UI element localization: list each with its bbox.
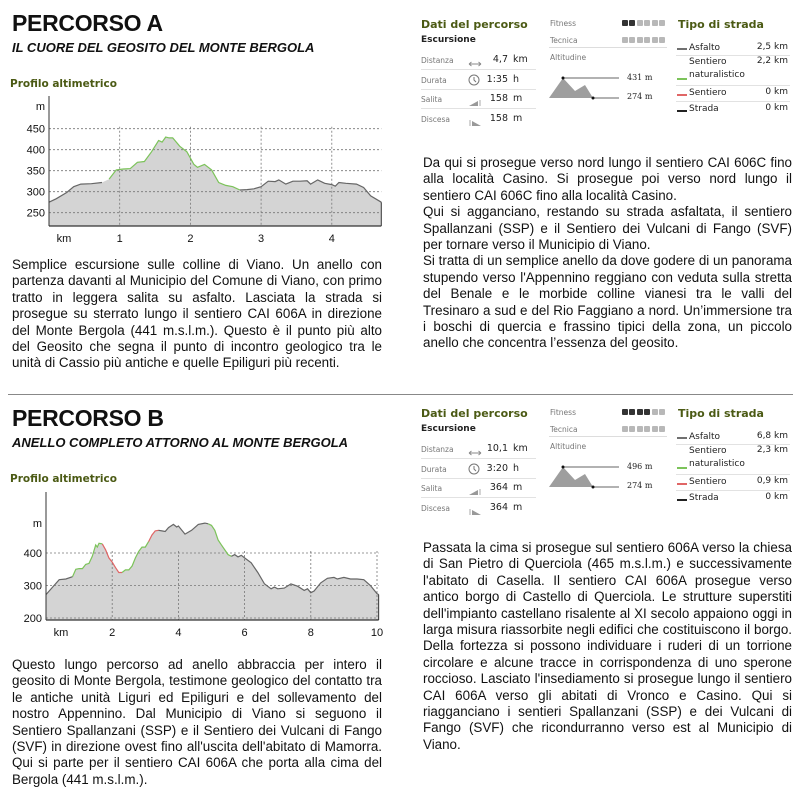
- stat-label: Durata: [421, 464, 447, 474]
- road-type-value: 6,8 km: [756, 431, 788, 441]
- road-type-label: Strada: [689, 104, 719, 114]
- tecnica-rating: [620, 426, 665, 432]
- stat-value: 10,1: [486, 443, 508, 454]
- mountain-shape: [549, 467, 593, 487]
- x-tick-label: 2: [109, 627, 116, 639]
- elevation-chart: [0, 95, 400, 245]
- y-tick-label: 250: [26, 207, 45, 220]
- stats-title: Dati del percorso: [421, 18, 528, 31]
- road-type-value: 2,5 km: [756, 42, 788, 52]
- max-alt-marker: [562, 466, 565, 469]
- road-type-panel: [676, 407, 790, 512]
- route-type: Escursione: [421, 424, 476, 434]
- road-type-swatch: [677, 78, 687, 80]
- max-altitude: 431 m: [627, 73, 653, 82]
- rating-dot: [637, 426, 643, 432]
- y-tick-label: 350: [26, 165, 45, 178]
- stat-label: Distanza: [421, 56, 454, 65]
- rating-dot: [644, 426, 650, 432]
- road-type-value: 0 km: [765, 87, 788, 97]
- x-tick-label: 6: [241, 627, 248, 639]
- x-tick-label: 3: [258, 233, 265, 245]
- road-type-title: Tipo di strada: [678, 18, 764, 31]
- road-type-value: 0 km: [765, 103, 788, 113]
- rating-dot: [622, 37, 628, 43]
- altitude-label: Altitudine: [550, 442, 587, 451]
- stat-unit: km: [513, 443, 528, 454]
- road-type-swatch: [677, 437, 687, 439]
- paragraph: Passata la cima si prosegue sul sentiero 606A verso la chiesa di San Pietro di Querciola (465 m.s.l.m.) e successivamente l'abitato di Casella. Il sentiero CAI 606A prosegue verso antico borgo di Castello di Querciola. Le strutture superstiti dell'impianto castellano risalente al XI secolo appaiono oggi in larga misura riassorbite negli edifici che costituiscono il borgo. Della fortezza si possono individuare i ruderi di un torrione circolare e alcune tracce in corrispondenza di uno sperone roccioso. Lasciato l'insediamento si prosegue lungo il sentiero CAI 606A verso gli abitati di Vronco e Casino. Qui si riagganciano i sentieri Spallanzani (SSP) e dei Vulcani di Fango (SVF) che ricondurranno verso est al Municipio di Viano.: [423, 540, 792, 752]
- rating-dot: [622, 20, 628, 26]
- rating-dot: [622, 426, 628, 432]
- stat-unit: m: [513, 482, 523, 493]
- stat-row-durata: [421, 460, 536, 479]
- road-type-swatch: [677, 499, 687, 501]
- altitude-diagram: [549, 69, 624, 103]
- stat-label: Salita: [421, 484, 443, 493]
- x-tick-label: 10: [370, 627, 384, 639]
- road-type-row: [676, 491, 790, 507]
- road-type-label: Asfalto: [689, 43, 721, 53]
- stat-row-discesa: [421, 110, 536, 129]
- road-type-swatch: [677, 110, 687, 112]
- rating-dot: [644, 409, 650, 415]
- rating-dot: [652, 37, 658, 43]
- description-right: [423, 155, 792, 352]
- rating-dot: [644, 37, 650, 43]
- x-tick-label: 1: [116, 233, 123, 245]
- paragraph: Si tratta di un semplice anello da dove godere di un panorama stupendo verso l'Appennino reggiano con veduta sulla stretta del Benale e le morbide colline vianesi tra le valli del Tresinaro a sud e del Rio Faggiano a nord. Un’immersione tra i boschi di quercia e frassino tipici della zona, un piccolo anello che concentra l’essenza del geosito.: [423, 253, 792, 351]
- route-subtitle: ANELLO COMPLETO ATTORNO AL MONTE BERGOLA: [12, 435, 349, 450]
- description-left: [12, 657, 382, 788]
- route-type: Escursione: [421, 35, 476, 45]
- descent-icon: [468, 114, 482, 132]
- min-altitude: 274 m: [627, 92, 653, 101]
- min-alt-marker: [592, 486, 595, 489]
- road-type-swatch: [677, 94, 687, 96]
- road-type-label: Sentiero: [689, 88, 727, 98]
- rating-dot: [659, 426, 665, 432]
- rating-dot: [629, 20, 635, 26]
- min-alt-marker: [592, 97, 595, 100]
- fitness-rating: [620, 20, 665, 26]
- stat-row-durata: [421, 71, 536, 90]
- road-type-label: Sentiero: [689, 477, 727, 487]
- stat-unit: km: [513, 54, 528, 65]
- road-type-value: 0 km: [765, 492, 788, 502]
- tecnica-label: Tecnica: [550, 36, 578, 45]
- paragraph: Questo lungo percorso ad anello abbraccia per intero il geosito di Monte Bergola, testimone geologico del contatto tra le antiche unità Liguri ed Epiliguri e del sollevamento del nostro Appennino. Dal Municipio di Viano si seguono il Sentiero Spallanzani (SSP) e il Sentiero dei Vulcani di Fango (SVF) in direzione ovest fino all'uscita dell'abitato di Mamorra. Qui si parte per il sentiero CAI 606A che porta alla cima del Bergola (441 m.s.l.m.).: [12, 657, 382, 787]
- y-tick-label: 400: [26, 144, 45, 157]
- stat-row-discesa: [421, 499, 536, 518]
- profile-label: Profilo altimetrico: [10, 78, 117, 90]
- stat-row-distanza: [421, 51, 536, 70]
- stat-label: Discesa: [421, 114, 451, 124]
- rating-dot: [659, 20, 665, 26]
- stat-value: 364: [489, 482, 508, 493]
- rating-dot: [629, 409, 635, 415]
- stat-row-salita: [421, 90, 536, 109]
- y-tick-label: 300: [26, 186, 45, 199]
- route-subtitle: IL CUORE DEL GEOSITO DEL MONTE BERGOLA: [12, 40, 315, 55]
- y-tick-label: 450: [26, 123, 45, 136]
- paragraph: Da qui si prosegue verso nord lungo il sentiero CAI 606C fino alla località Casino. Si prosegue poi verso nord lungo il sentiero CAI 606C fino alla località Casino.: [423, 155, 792, 203]
- description-left: [12, 257, 382, 372]
- tecnica-rating: [620, 37, 665, 43]
- road-type-label: Sentiero naturalistico: [689, 446, 745, 469]
- road-type-title: Tipo di strada: [678, 407, 764, 420]
- fitness-rating: [620, 409, 665, 415]
- stat-unit: m: [513, 501, 523, 513]
- row-divider: [549, 47, 667, 48]
- rating-dot: [644, 20, 650, 26]
- stat-label: Discesa: [421, 503, 451, 513]
- rating-dot: [652, 426, 658, 432]
- rating-dot: [629, 426, 635, 432]
- rating-dot: [659, 409, 665, 415]
- elevation-chart: [0, 490, 400, 640]
- descent-icon: [468, 503, 482, 521]
- difficulty-panel: [549, 19, 667, 109]
- y-axis-unit: m: [35, 101, 45, 113]
- rating-dot: [659, 37, 665, 43]
- paragraph: Semplice escursione sulle colline di Viano. Un anello con partenza davanti al Municipio del Comune di Viano, con primo tratto in leggera salita su asfalto. Lasciata la strada si prosegue su sterrato lungo il sentiero CAI 606A in direzione del Monte Bergola (441 m.s.l.m.). Questo è il punto più alto del Geosito che segna il punto di incontro geologico tra le unità di Cassio più antiche e quelle Epiliguri più recenti.: [12, 257, 382, 371]
- rating-dot: [637, 37, 643, 43]
- stat-value: 158: [489, 93, 508, 104]
- route-section-b: [0, 395, 803, 790]
- road-type-row: [676, 430, 790, 445]
- min-altitude: 274 m: [627, 481, 653, 490]
- rating-dot: [629, 37, 635, 43]
- x-tick-label: 4: [175, 627, 182, 639]
- stat-value: 158: [489, 112, 508, 124]
- profile-label: Profilo altimetrico: [10, 473, 117, 485]
- rating-dot: [637, 409, 643, 415]
- stats-title: Dati del percorso: [421, 407, 528, 420]
- route-title: PERCORSO B: [12, 405, 164, 431]
- x-tick-label: 4: [328, 233, 335, 245]
- y-tick-label: 300: [23, 580, 42, 593]
- stat-value: 4,7: [492, 54, 508, 65]
- stat-row-distanza: [421, 440, 536, 459]
- mountain-shape: [549, 78, 593, 98]
- elevation-area: [46, 523, 379, 620]
- road-type-value: 0,9 km: [756, 476, 788, 486]
- stat-label: Salita: [421, 95, 443, 104]
- stat-unit: m: [513, 93, 523, 104]
- rating-dot: [637, 20, 643, 26]
- x-axis-unit: km: [56, 233, 72, 245]
- y-tick-label: 200: [23, 613, 42, 625]
- road-type-row: [676, 86, 790, 102]
- row-divider: [549, 436, 667, 437]
- road-type-swatch: [677, 48, 687, 50]
- paragraph: Qui si agganciano, restando su strada asfaltata, il sentiero Spallanzani (SSP) e il Sentiero dei Vulcani di Fango (SVF) per tornare verso il Municipio di Viano.: [423, 204, 792, 253]
- fitness-label: Fitness: [550, 19, 576, 28]
- stat-label: Distanza: [421, 445, 454, 454]
- description-right: [423, 540, 792, 753]
- road-type-value: 2,2 km: [756, 56, 788, 66]
- stat-unit: m: [513, 112, 523, 124]
- y-axis-unit: m: [32, 518, 42, 530]
- fitness-label: Fitness: [550, 408, 576, 417]
- road-type-value: 2,3 km: [756, 445, 788, 455]
- difficulty-panel: [549, 408, 667, 498]
- y-tick-label: 400: [23, 548, 42, 560]
- rating-dot: [622, 409, 628, 415]
- max-altitude: 496 m: [627, 462, 653, 471]
- rating-dot: [652, 20, 658, 26]
- stat-value: 364: [489, 501, 508, 513]
- stat-value: 3:20: [486, 462, 508, 474]
- altitude-label: Altitudine: [550, 53, 587, 62]
- stat-value: 1:35: [486, 73, 508, 85]
- road-type-swatch: [677, 483, 687, 485]
- route-title: PERCORSO A: [12, 10, 163, 36]
- stat-unit: h: [513, 73, 520, 85]
- altitude-diagram: [549, 458, 624, 492]
- road-type-label: Strada: [689, 493, 719, 503]
- x-tick-label: 8: [307, 627, 314, 639]
- route-stats-panel: [421, 407, 536, 517]
- route-stats-panel: [421, 18, 536, 128]
- route-section-a: [0, 0, 803, 395]
- section-divider: [8, 394, 793, 395]
- road-type-label: Sentiero naturalistico: [689, 57, 745, 80]
- road-type-row: [676, 445, 790, 475]
- road-type-row: [676, 56, 790, 86]
- road-type-row: [676, 475, 790, 491]
- road-type-row: [676, 102, 790, 118]
- road-type-row: [676, 41, 790, 56]
- max-alt-marker: [562, 77, 565, 80]
- stat-unit: h: [513, 462, 520, 474]
- x-axis-unit: km: [53, 627, 69, 639]
- x-tick-label: 2: [187, 233, 194, 245]
- tecnica-label: Tecnica: [550, 425, 578, 434]
- road-type-label: Asfalto: [689, 432, 721, 442]
- road-type-swatch: [677, 467, 687, 469]
- rating-dot: [652, 409, 658, 415]
- stat-label: Durata: [421, 75, 447, 85]
- road-type-panel: [676, 18, 790, 123]
- stat-row-salita: [421, 479, 536, 498]
